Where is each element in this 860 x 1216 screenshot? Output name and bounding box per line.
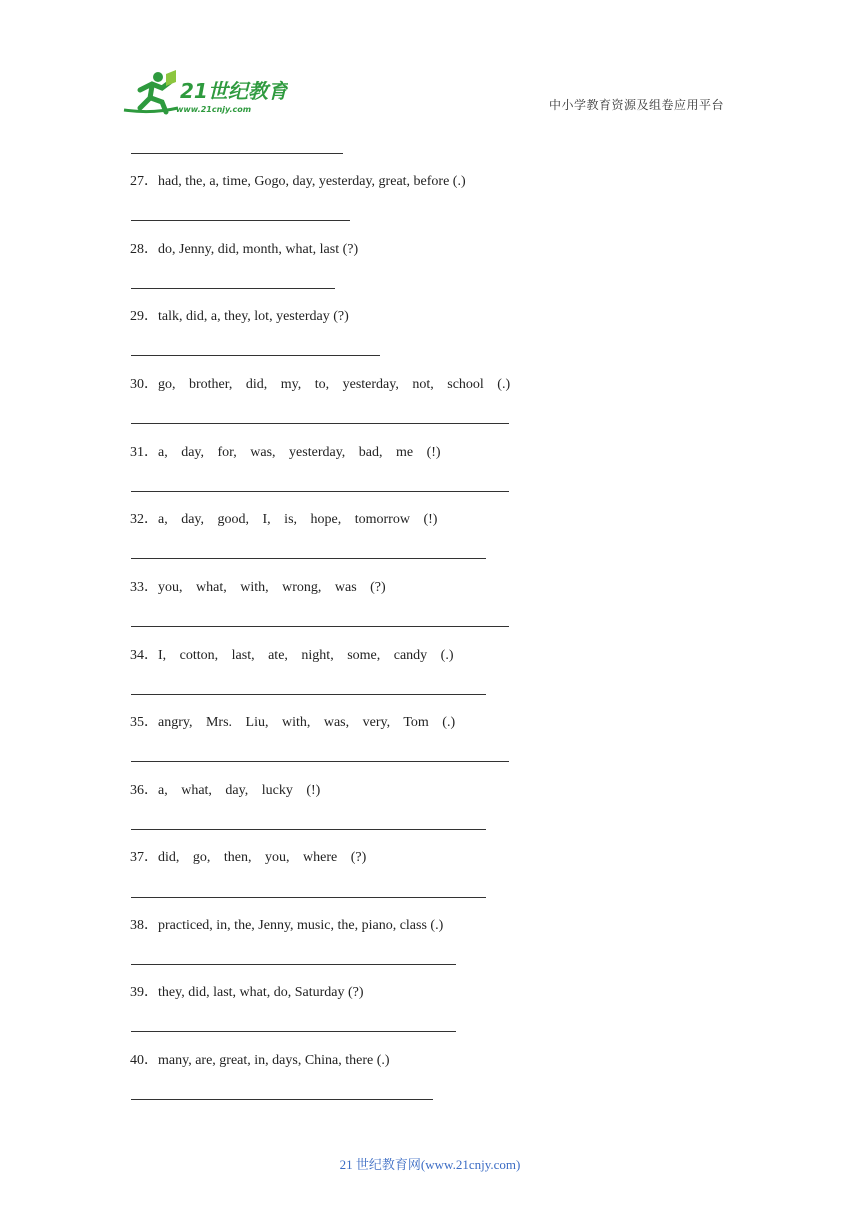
question-number: 39． bbox=[130, 985, 158, 1000]
answer-line bbox=[131, 355, 380, 356]
question-number: 30． bbox=[130, 377, 158, 392]
question-item bbox=[130, 850, 366, 866]
question-item bbox=[130, 377, 510, 393]
answer-line bbox=[131, 964, 456, 965]
question-item bbox=[130, 985, 364, 1001]
question-words: angry, Mrs. Liu, with, was, very, Tom (.) bbox=[158, 715, 456, 730]
question-item bbox=[130, 715, 455, 731]
answer-line bbox=[131, 897, 486, 898]
question-words: go, brother, did, my, to, yesterday, not, school (.) bbox=[158, 377, 511, 392]
question-item bbox=[130, 783, 320, 799]
question-number: 37． bbox=[130, 850, 158, 865]
question-words: a, day, for, was, yesterday, bad, me (!) bbox=[158, 445, 441, 460]
logo-url: www.21cnjy.com bbox=[176, 105, 252, 114]
answer-line bbox=[131, 694, 486, 695]
logo-title: 21世纪教育 bbox=[180, 79, 288, 103]
answer-line bbox=[131, 220, 350, 221]
site-logo bbox=[122, 68, 288, 116]
question-number: 32． bbox=[130, 512, 158, 527]
question-item bbox=[130, 174, 466, 190]
answer-line bbox=[131, 153, 343, 154]
question-words: do, Jenny, did, month, what, last (?) bbox=[158, 242, 359, 257]
question-number: 40． bbox=[130, 1053, 158, 1068]
question-number: 34． bbox=[130, 648, 158, 663]
question-item bbox=[130, 309, 349, 325]
answer-line bbox=[131, 761, 509, 762]
header-platform-text: 中小学教育资源及组卷应用平台 bbox=[549, 98, 725, 112]
answer-line bbox=[131, 558, 486, 559]
question-words: a, day, good, I, is, hope, tomorrow (!) bbox=[158, 512, 438, 527]
question-number: 33． bbox=[130, 580, 158, 595]
question-number: 38． bbox=[130, 918, 158, 933]
question-number: 36． bbox=[130, 783, 158, 798]
question-item bbox=[130, 648, 454, 664]
question-item bbox=[130, 580, 386, 596]
question-words: I, cotton, last, ate, night, some, candy (.) bbox=[158, 648, 454, 663]
answer-line bbox=[131, 423, 509, 424]
question-number: 31． bbox=[130, 445, 158, 460]
question-item bbox=[130, 512, 437, 528]
footer-text: 21 世纪教育网(www.21cnjy.com) bbox=[339, 1157, 521, 1172]
question-words: talk, did, a, they, lot, yesterday (?) bbox=[158, 309, 349, 324]
answer-line bbox=[131, 829, 486, 830]
question-item bbox=[130, 445, 441, 461]
question-words: did, go, then, you, where (?) bbox=[158, 850, 367, 865]
question-number: 29． bbox=[130, 309, 158, 324]
question-number: 35． bbox=[130, 715, 158, 730]
runner-icon bbox=[124, 70, 178, 112]
question-words: a, what, day, lucky (!) bbox=[158, 783, 321, 798]
question-item bbox=[130, 918, 443, 934]
question-words: many, are, great, in, days, China, there (.) bbox=[158, 1053, 390, 1068]
question-item bbox=[130, 1053, 390, 1069]
answer-line bbox=[131, 626, 509, 627]
answer-line bbox=[131, 491, 509, 492]
question-words: had, the, a, time, Gogo, day, yesterday, great, before (.) bbox=[158, 174, 466, 189]
question-number: 28． bbox=[130, 242, 158, 257]
question-words: they, did, last, what, do, Saturday (?) bbox=[158, 985, 364, 1000]
question-number: 27． bbox=[130, 174, 158, 189]
question-item bbox=[130, 242, 358, 258]
answer-line bbox=[131, 1031, 456, 1032]
question-words: practiced, in, the, Jenny, music, the, piano, class (.) bbox=[158, 918, 444, 933]
answer-line bbox=[131, 288, 335, 289]
answer-line bbox=[131, 1099, 433, 1100]
question-words: you, what, with, wrong, was (?) bbox=[158, 580, 386, 595]
